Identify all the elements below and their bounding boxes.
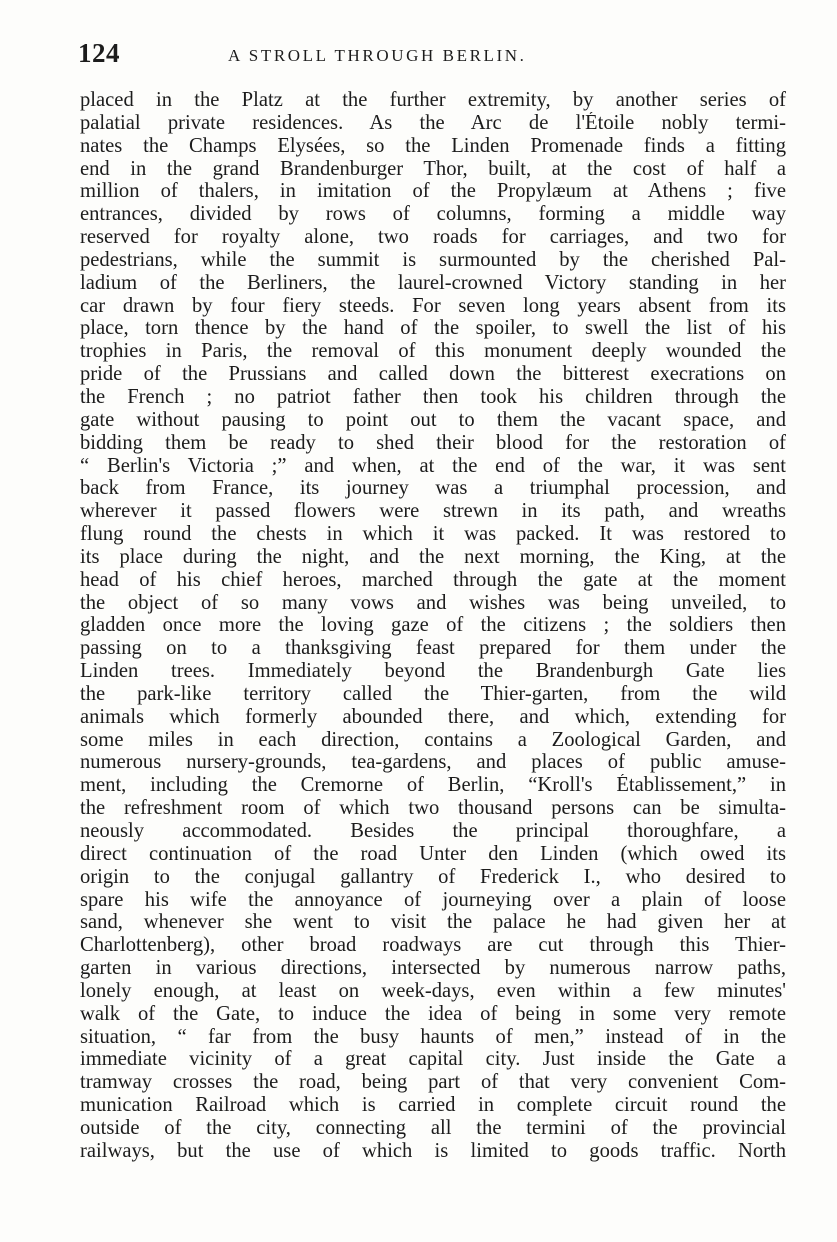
body-text [80, 89, 786, 1163]
text-line: place, torn thence by the hand of the spoiler, to swell the list of his [80, 317, 786, 340]
text-line: ment, including the Cremorne of Berlin, “Kroll's Établissement,” in [80, 774, 786, 797]
text-line: flung round the chests in which it was packed. It was restored to [80, 523, 786, 546]
text-line: neously accommodated. Besides the principal thoroughfare, a [80, 820, 786, 842]
text-line: placed in the Platz at the further extremity, by another series of [80, 89, 786, 111]
text-line: some miles in each direction, contains a Zoological Garden, and [80, 728, 786, 751]
text-line: its place during the night, and the next morning, the King, at the [80, 545, 786, 568]
text-line: head of his chief heroes, marched through the gate at the moment [80, 568, 786, 591]
text-line: animals which formerly abounded there, and which, extending for [80, 705, 786, 728]
text-line: “ Berlin's Victoria ;” and when, at the end of the war, it was sent [80, 454, 786, 477]
text-line: the French ; no patriot father then took his children through the [80, 385, 786, 408]
text-line: the park-like territory called the Thier-garten, from the wild [80, 682, 786, 705]
text-line: pedestrians, while the summit is surmounted by the cherished Pal- [80, 248, 786, 271]
text-line: direct continuation of the road Unter den Linden (which owed its [80, 842, 786, 865]
text-line: wherever it passed flowers were strewn in its path, and wreaths [80, 500, 786, 523]
text-line: situation, “ far from the busy haunts of men,” instead of in the [80, 1025, 786, 1048]
text-line: nates the Champs Elysées, so the Linden Promenade finds a fitting [80, 134, 786, 157]
text-line: bidding them be ready to shed their blood for the restoration of [80, 431, 786, 454]
text-line: immediate vicinity of a great capital city. Just inside the Gate a [80, 1048, 786, 1071]
text-line: passing on to a thanksgiving feast prepared for them under the [80, 637, 786, 660]
text-line: back from France, its journey was a triumphal procession, and [80, 477, 786, 500]
text-line: pride of the Prussians and called down the bitterest execrations on [80, 363, 786, 386]
text-line: gate without pausing to point out to them the vacant space, and [80, 408, 786, 431]
text-line: entrances, divided by rows of columns, forming a middle way [80, 203, 786, 226]
text-line: reserved for royalty alone, two roads for carriages, and two for [80, 226, 786, 249]
text-line: Linden trees. Immediately beyond the Brandenburgh Gate lies [80, 660, 786, 683]
text-line: palatial private residences. As the Arc de l'Étoile nobly termi- [80, 111, 786, 134]
text-line: munication Railroad which is carried in complete circuit round the [80, 1094, 786, 1117]
text-line: car drawn by four fiery steeds. For seven long years absent from its [80, 294, 786, 317]
text-line: numerous nursery-grounds, tea-gardens, and places of public amuse- [80, 751, 786, 774]
text-line: tramway crosses the road, being part of that very convenient Com- [80, 1071, 786, 1094]
page-number: 124 [78, 38, 120, 68]
text-line: gladden once more the loving gaze of the citizens ; the soldiers then [80, 614, 786, 637]
text-line: sand, whenever she went to visit the palace he had given her at [80, 911, 786, 934]
text-line: walk of the Gate, to induce the idea of being in some very remote [80, 1002, 786, 1025]
text-line: lonely enough, at least on week-days, even within a few minutes' [80, 979, 786, 1002]
text-line: ladium of the Berliners, the laurel-crowned Victory standing in her [80, 271, 786, 294]
text-line: the refreshment room of which two thousand persons can be simulta- [80, 797, 786, 820]
text-line: Charlottenberg), other broad roadways are cut through this Thier- [80, 934, 786, 957]
text-line: railways, but the use of which is limited to goods traffic. North [80, 1139, 786, 1162]
text-line: end in the grand Brandenburger Thor, built, at the cost of half a [80, 157, 786, 180]
text-line: garten in various directions, intersected by numerous narrow paths, [80, 957, 786, 980]
text-line: origin to the conjugal gallantry of Frederick I., who desired to [80, 865, 786, 888]
text-line: trophies in Paris, the removal of this monument deeply wounded the [80, 340, 786, 363]
text-line: spare his wife the annoyance of journeying over a plain of loose [80, 888, 786, 911]
running-head [78, 38, 786, 78]
text-line: million of thalers, in imitation of the Propylæum at Athens ; five [80, 180, 786, 203]
text-line: the object of so many vows and wishes was being unveiled, to [80, 591, 786, 614]
text-line: outside of the city, connecting all the termini of the provincial [80, 1116, 786, 1139]
running-title: A STROLL THROUGH BERLIN. [228, 46, 527, 65]
